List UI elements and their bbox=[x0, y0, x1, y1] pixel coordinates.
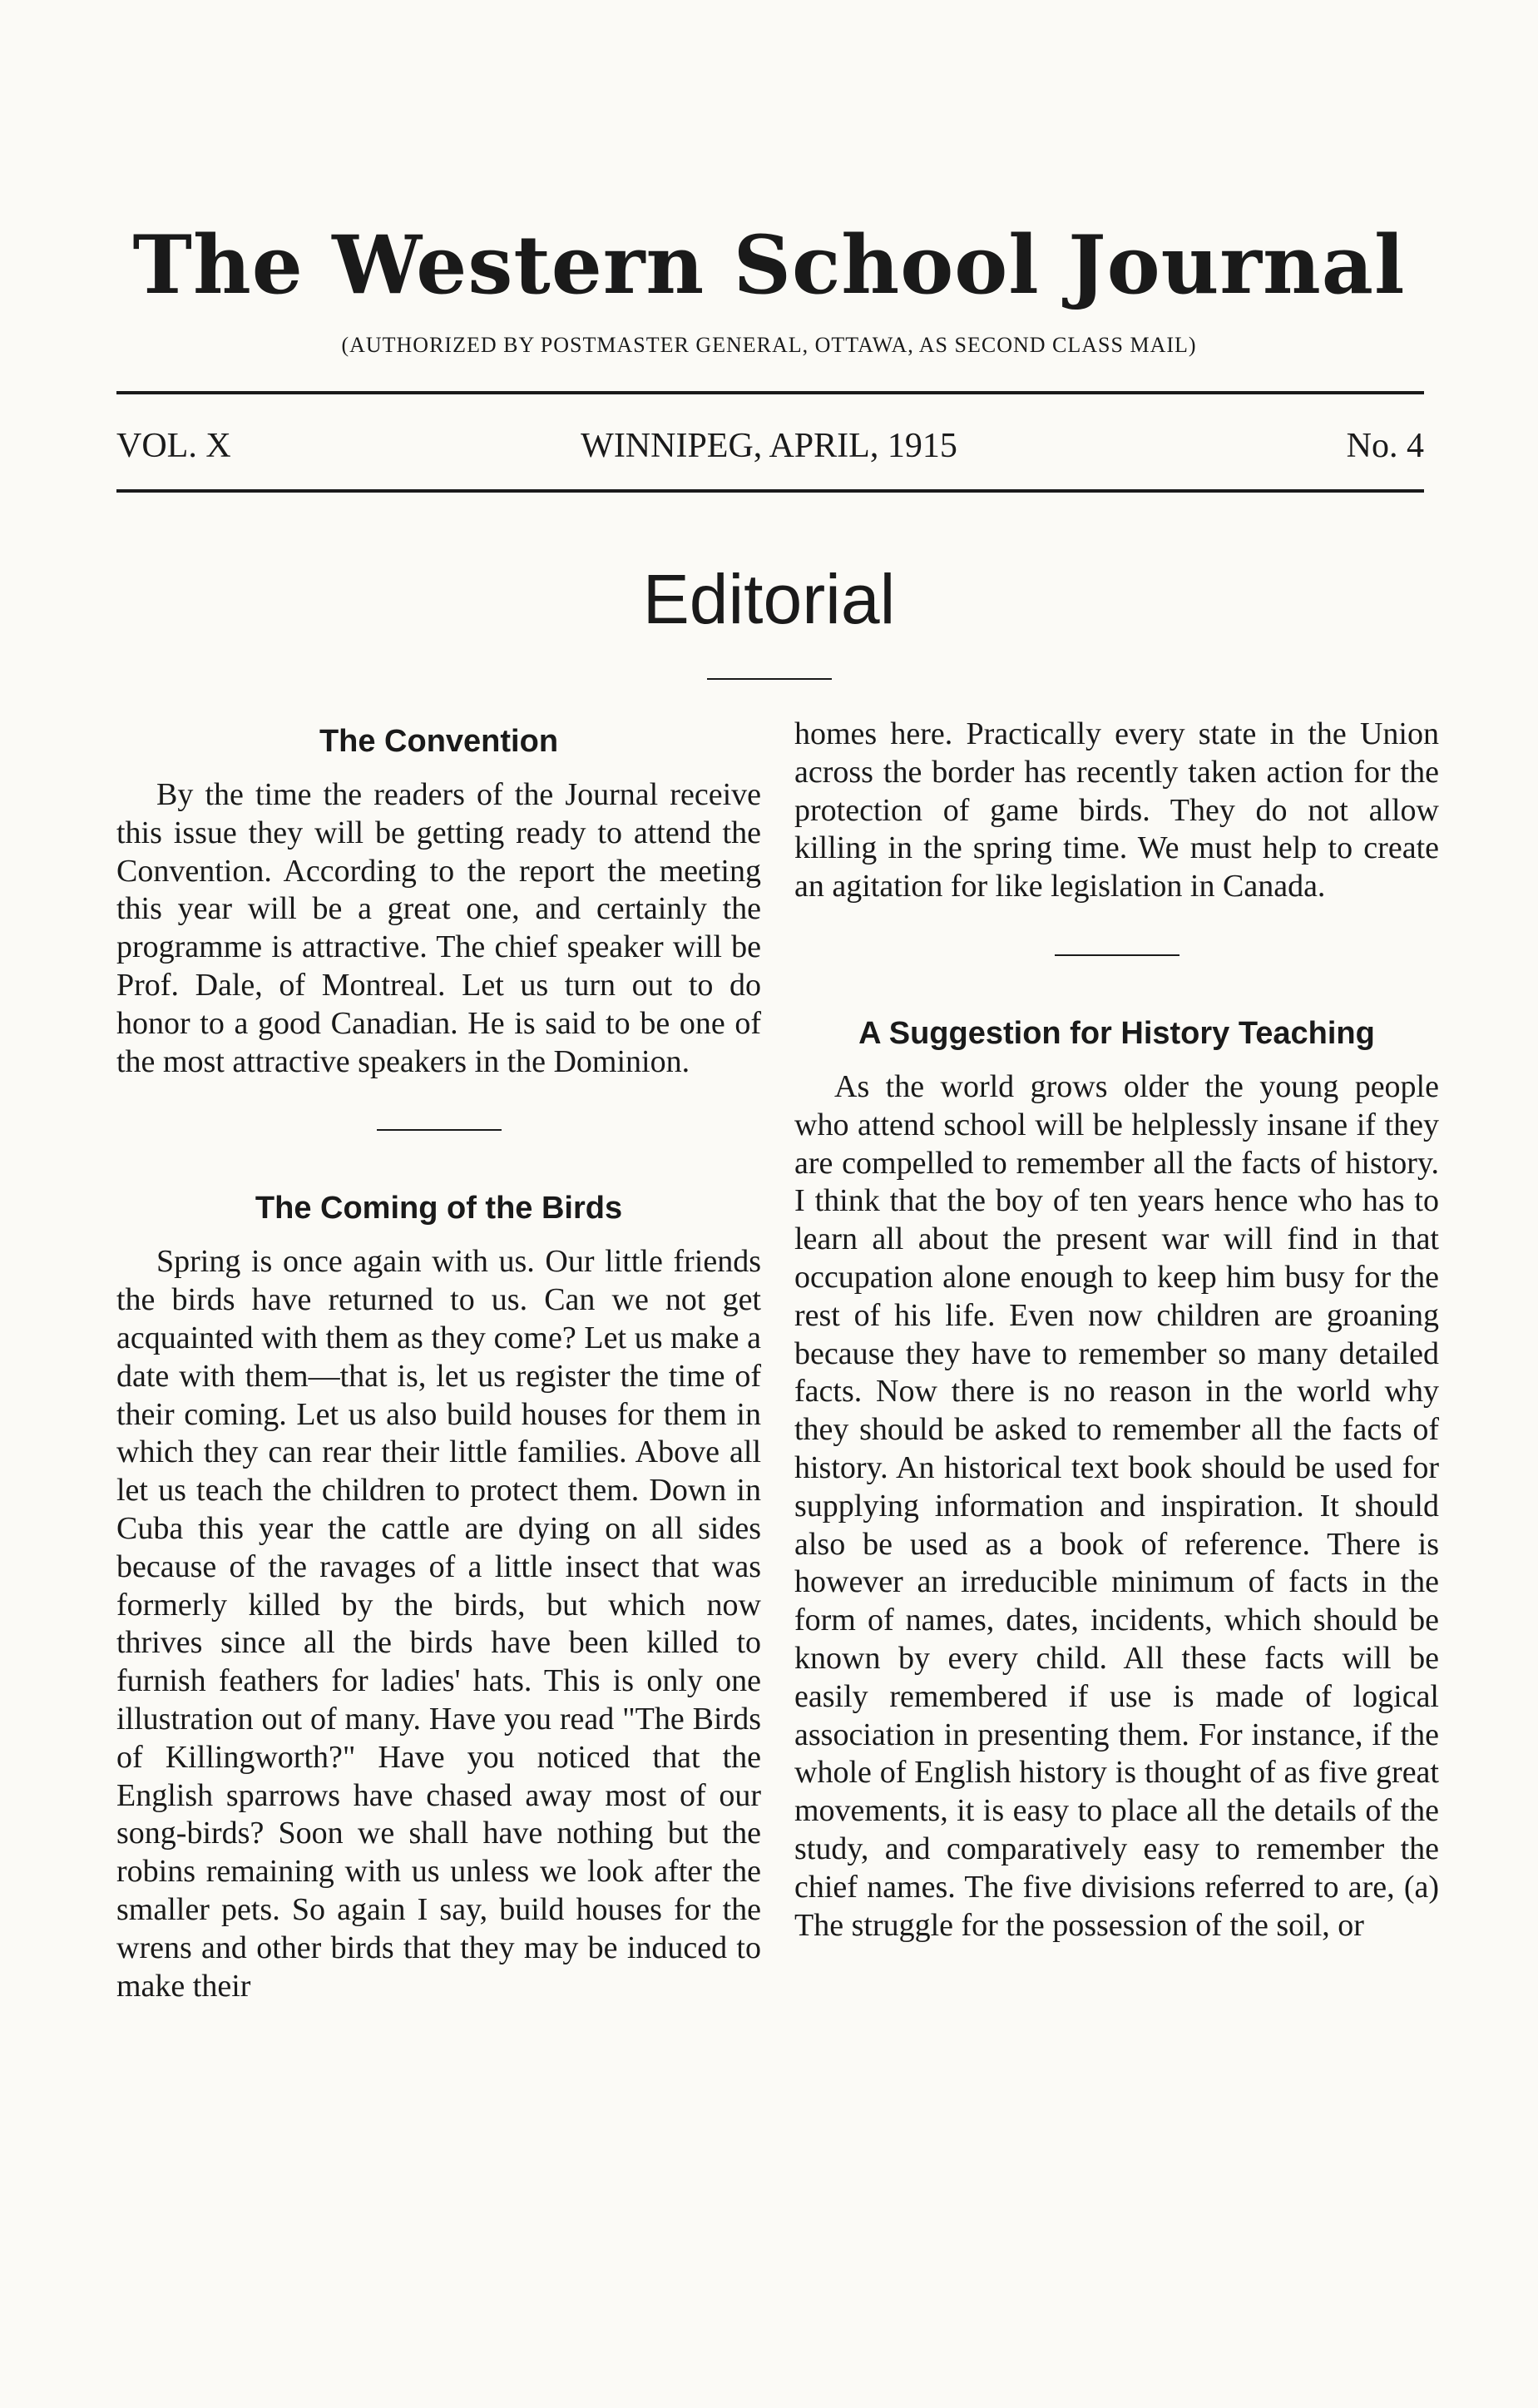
left-column bbox=[116, 724, 761, 2005]
article-birds-continued bbox=[794, 716, 1439, 906]
masthead-rule-top bbox=[116, 391, 1424, 394]
article-body: By the time the readers of the Journal receive this issue they will be getting ready to attend the Convention. According to the report the meeting this year will be a great one, and certainly the programme is attractive. The chief speaker will be Prof. Dale, of Montreal. Let us turn out to do honor to a good Canadian. He is said to be one of the most attractive speakers in the Dominion. bbox=[116, 777, 761, 1079]
article-body: Spring is once again with us. Our little friends the birds have returned to us. Can we not get acquainted with them as they come? Let us make a date with them—that is, let us register the time of their coming. Let us also build houses for them in which they can rear their little families. Above all let us teach the children to protect them. Down in Cuba this year the cattle are dying on all sides because of the ravages of a little insect that was formerly killed by the birds, but which now thrives since all the birds have been killed to furnish feathers for ladies' hats. This is only one illustration out of many. Have you read "The Birds of Killingworth?" Have you noticed that the English sparrows have chased away most of our song-birds? Soon we shall have nothing but the robins remaining with us unless we look after the smaller pets. So again I say, build houses for the wrens and other birds that they may be induced to make their bbox=[116, 1244, 761, 2004]
right-column bbox=[794, 716, 1439, 1945]
article-heading: The Coming of the Birds bbox=[255, 1191, 623, 1226]
volume-label: VOL. X bbox=[116, 427, 231, 465]
article-history bbox=[794, 1016, 1439, 1945]
article-body-continuation: homes here. Practically every state in the Union across the border has recently taken action for the protection of game birds. They do not allow killing in the spring time. We must help to create an agitation for like legislation in Canada. bbox=[794, 716, 1439, 904]
journal-title: The Western School Journal bbox=[132, 218, 1406, 312]
masthead-rule-bottom bbox=[116, 489, 1424, 493]
section-title: Editorial bbox=[642, 560, 896, 638]
article-body: As the world grows older the young people who attend school will be helplessly insane if they are compelled to remember all the facts of history. I think that the boy of ten years hence who has to learn all about the present war will find in that occupation alone enough to keep him busy for the rest of his life. Even now children are groaning because they have to remember so many detailed facts. Now there is no reason in the world why they should be asked to remember all the facts of history. An historical text book should be used for supplying information and inspiration. It should also be used as a book of reference. There is however an irreducible minimum of facts in the form of names, dates, incidents, which should be known by every child. All these facts will be easily remembered if use is made of logical association in presenting them. For instance, if the whole of English history is thought of as five great movements, it is easy to place all the details of the study, and comparatively easy to remember the chief names. The five divisions referred to are, (a) The struggle for the possession of the soil, or bbox=[794, 1068, 1439, 1943]
place-date-line: WINNIPEG, APRIL, 1915 bbox=[581, 427, 957, 465]
article-heading: A Suggestion for History Teaching bbox=[858, 1015, 1375, 1051]
issue-number: No. 4 bbox=[1346, 427, 1424, 465]
article-convention bbox=[116, 724, 761, 1081]
section-divider bbox=[707, 678, 832, 680]
article-divider bbox=[377, 1129, 502, 1131]
article-heading: The Convention bbox=[319, 724, 559, 759]
article-divider bbox=[1055, 954, 1179, 956]
authorization-line: (AUTHORIZED BY POSTMASTER GENERAL, OTTAWA, AS SECOND CLASS MAIL) bbox=[341, 333, 1197, 357]
article-birds bbox=[116, 1191, 761, 2005]
